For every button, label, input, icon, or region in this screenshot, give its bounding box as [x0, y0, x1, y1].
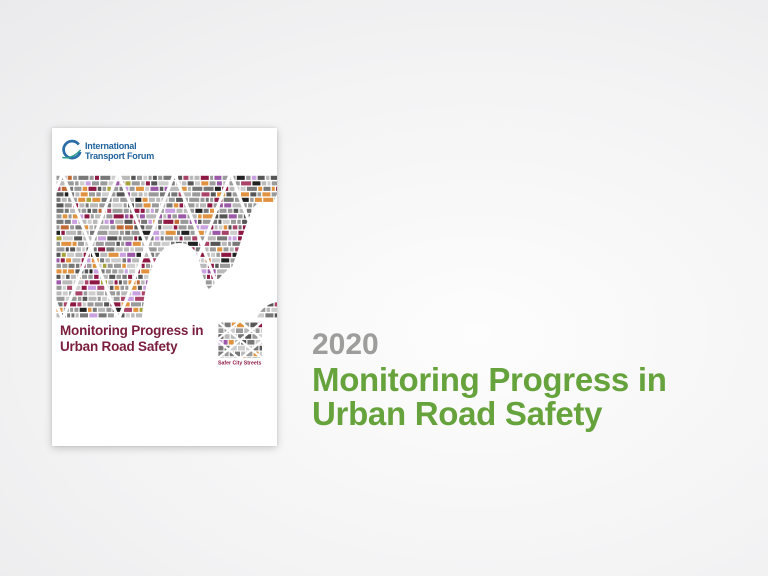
itf-logo — [60, 139, 154, 162]
itf-swoosh-icon — [60, 139, 82, 162]
cover-title — [60, 323, 203, 354]
cover-title-line2: Urban Road Safety — [60, 338, 178, 354]
itf-logo-line2: Transport Forum — [85, 150, 155, 161]
year-label: 2020 — [312, 328, 379, 361]
safer-city-streets-caption: Safer City Streets — [218, 360, 262, 367]
cover-title-line1: Monitoring Progress in — [60, 323, 204, 338]
itf-logo-line1: International — [85, 140, 137, 151]
panel-title-line2: Urban Road Safety — [312, 394, 603, 432]
panel-title-line1: Monitoring Progress in — [312, 361, 667, 398]
city-streets-mosaic-art — [56, 175, 277, 318]
itf-logo-text — [85, 141, 154, 161]
safer-city-streets-logo — [218, 322, 262, 358]
report-cover-thumbnail — [52, 128, 277, 446]
title-panel — [312, 327, 667, 430]
